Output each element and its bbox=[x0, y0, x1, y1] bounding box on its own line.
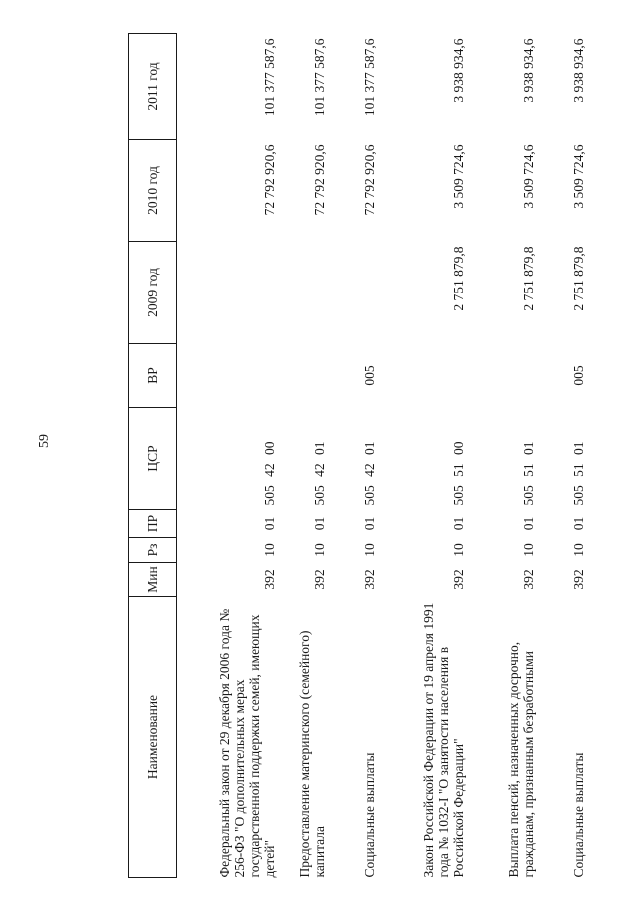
row-min: 392 bbox=[451, 569, 466, 590]
row-vr bbox=[277, 344, 327, 408]
row-csr: 505 51 01 bbox=[571, 441, 586, 506]
row-rz: 10 bbox=[362, 543, 377, 557]
row-name: Предоставление материнского (семейного) капитала bbox=[297, 630, 327, 878]
page-number: 59 bbox=[37, 434, 52, 448]
table-header-row bbox=[129, 34, 177, 878]
row-2011: 3 938 934,6 bbox=[451, 38, 466, 103]
row-pr: 01 bbox=[451, 516, 466, 531]
row-name: Федеральный закон от 29 декабря 2006 года № 256-ФЗ "О дополнительных мерах государственной поддержки семей, имеющих детей" bbox=[217, 608, 277, 878]
row-2011: 3 938 934,6 bbox=[521, 38, 536, 103]
row-min: 392 bbox=[571, 569, 586, 590]
row-vr bbox=[377, 344, 466, 408]
row-rz: 10 bbox=[451, 543, 466, 557]
row-2010: 72 792 920,6 bbox=[262, 144, 277, 216]
row-2009: 2 751 879,8 bbox=[571, 246, 586, 311]
table-row bbox=[327, 34, 377, 878]
row-2011: 3 938 934,6 bbox=[571, 38, 586, 103]
header-2009: 2009 год bbox=[129, 242, 177, 344]
budget-table bbox=[128, 33, 586, 878]
header-2010: 2010 год bbox=[129, 140, 177, 242]
row-2009 bbox=[190, 242, 277, 344]
header-name: Наименование bbox=[129, 597, 177, 878]
row-name: Выплата пенсий, назначенных досрочно, гражданам, признанным безработными bbox=[506, 641, 536, 878]
row-csr: 505 51 01 bbox=[521, 441, 536, 506]
row-name: Социальные выплаты bbox=[571, 752, 586, 878]
row-rz: 10 bbox=[262, 543, 277, 557]
row-rz: 10 bbox=[312, 543, 327, 557]
header-2011: 2011 год bbox=[129, 34, 177, 140]
budget-table-page bbox=[128, 34, 586, 878]
row-csr: 505 51 00 bbox=[451, 441, 466, 506]
header-csr: ЦСР bbox=[129, 408, 177, 510]
row-vr: 005 bbox=[571, 365, 586, 386]
table-row bbox=[536, 34, 586, 878]
row-rz: 10 bbox=[571, 543, 586, 557]
row-2009: 2 751 879,8 bbox=[521, 246, 536, 311]
header-pr: ПР bbox=[129, 510, 177, 538]
row-2010: 72 792 920,6 bbox=[362, 144, 377, 216]
row-min: 392 bbox=[312, 569, 327, 590]
row-2011: 101 377 587,6 bbox=[262, 38, 277, 117]
header-min: Мин bbox=[129, 563, 177, 597]
row-min: 392 bbox=[262, 569, 277, 590]
row-2010: 3 509 724,6 bbox=[521, 144, 536, 209]
row-csr: 505 42 01 bbox=[362, 441, 377, 506]
row-pr: 01 bbox=[262, 516, 277, 531]
row-2011: 101 377 587,6 bbox=[362, 38, 377, 117]
row-pr: 01 bbox=[521, 516, 536, 531]
row-2009: 2 751 879,8 bbox=[451, 246, 466, 311]
row-pr: 01 bbox=[312, 516, 327, 531]
row-2010: 3 509 724,6 bbox=[451, 144, 466, 209]
row-min: 392 bbox=[362, 569, 377, 590]
row-pr: 01 bbox=[571, 516, 586, 531]
row-pr: 01 bbox=[362, 516, 377, 531]
row-csr: 505 42 00 bbox=[262, 441, 277, 506]
row-2010: 72 792 920,6 bbox=[312, 144, 327, 216]
table-row bbox=[466, 34, 536, 878]
row-vr bbox=[190, 344, 277, 408]
table-row bbox=[377, 34, 466, 878]
row-vr: 005 bbox=[362, 365, 377, 386]
row-min: 392 bbox=[521, 569, 536, 590]
row-2010: 3 509 724,6 bbox=[571, 144, 586, 209]
row-rz: 10 bbox=[521, 543, 536, 557]
table-row bbox=[190, 34, 277, 878]
header-vr: ВР bbox=[129, 344, 177, 408]
header-rz: Рз bbox=[129, 538, 177, 563]
row-2009 bbox=[277, 242, 327, 344]
row-name: Закон Российской Федерации от 19 апреля 1991 года № 1032-I "О занятости населения в Российской Федерации" bbox=[421, 602, 466, 878]
row-name: Социальные выплаты bbox=[362, 752, 377, 878]
row-vr bbox=[466, 344, 536, 408]
row-2009 bbox=[327, 242, 377, 344]
table-row bbox=[277, 34, 327, 878]
row-csr: 505 42 01 bbox=[312, 441, 327, 506]
row-2011: 101 377 587,6 bbox=[312, 38, 327, 117]
